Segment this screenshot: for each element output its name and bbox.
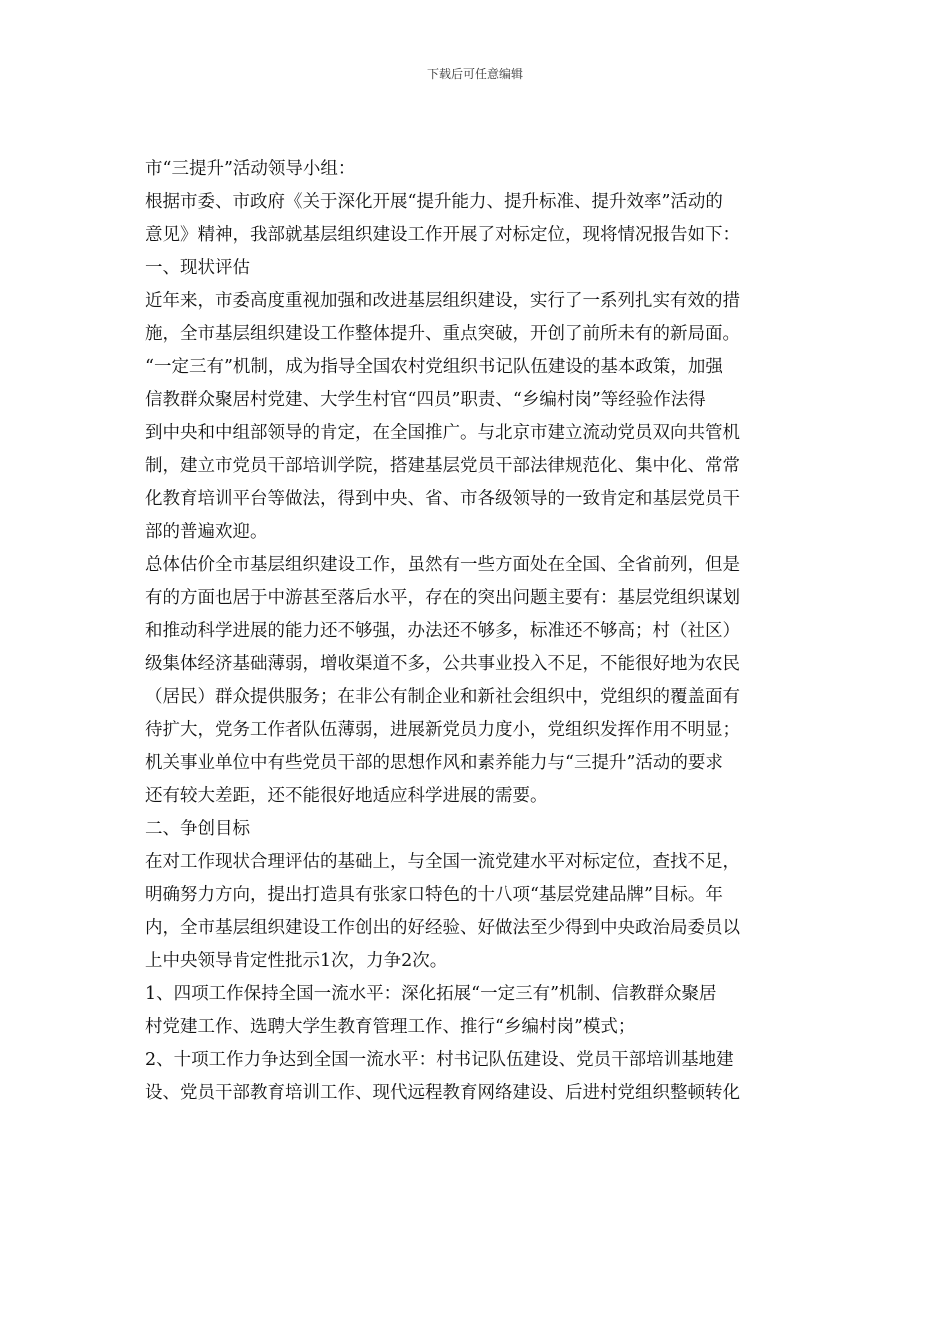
text-line: 待扩大，党务工作者队伍薄弱，进展新党员力度小，党组织发挥作用不明显； xyxy=(145,720,740,740)
text-line: 2、十项工作力争达到全国一流水平：村书记队伍建设、党员干部培训基地建 xyxy=(145,1050,734,1070)
text-line: 意见》精神，我部就基层组织建设工作开展了对标定位，现将情况报告如下： xyxy=(145,225,740,245)
text-line: 化教育培训平台等做法，得到中央、省、市各级领导的一致肯定和基层党员干 xyxy=(145,489,740,509)
text-line: （居民）群众提供服务；在非公有制企业和新社会组织中，党组织的覆盖面有 xyxy=(145,687,740,707)
page-header-note: 下载后可任意编辑 xyxy=(426,67,523,81)
text-line: 和推动科学进展的能力还不够强，办法还不够多，标准还不够高；村（社区） xyxy=(145,621,740,641)
text-line: 内，全市基层组织建设工作创出的好经验、好做法至少得到中央政治局委员以 xyxy=(145,918,740,938)
text-line: 施，全市基层组织建设工作整体提升、重点突破，开创了前所未有的新局面。 xyxy=(145,324,740,344)
text-line: 信教群众聚居村党建、大学生村官“四员”职责、“乡编村岗”等经验作法得 xyxy=(145,390,706,410)
text-line: 总体估价全市基层组织建设工作，虽然有一些方面处在全国、全省前列，但是 xyxy=(145,555,740,575)
text-line: 近年来，市委高度重视加强和改进基层组织建设，实行了一系列扎实有效的措 xyxy=(145,291,740,311)
text-line: 在对工作现状合理评估的基础上，与全国一流党建水平对标定位，查找不足， xyxy=(145,852,740,872)
text-line: 根据市委、市政府《关于深化开展“提升能力、提升标准、提升效率”活动的 xyxy=(145,192,723,212)
text-line: 有的方面也居于中游甚至落后水平，存在的突出问题主要有：基层党组织谋划 xyxy=(145,588,740,608)
text-line: 制，建立市党员干部培训学院，搭建基层党员干部法律规范化、集中化、常常 xyxy=(145,456,740,476)
text-line: 还有较大差距，还不能很好地适应科学进展的需要。 xyxy=(145,786,548,806)
text-line: 部的普遍欢迎。 xyxy=(145,522,268,542)
text-line: 设、党员干部教育培训工作、现代远程教育网络建设、后进村党组织整顿转化 xyxy=(145,1083,740,1103)
text-line: 村党建工作、选聘大学生教育管理工作、推行“乡编村岗”模式； xyxy=(145,1017,636,1037)
text-line: “一定三有”机制，成为指导全国农村党组织书记队伍建设的基本政策，加强 xyxy=(145,357,723,377)
text-line: 机关事业单位中有些党员干部的思想作风和素养能力与“三提升”活动的要求 xyxy=(145,753,723,773)
text-line: 明确努力方向，提出打造具有张家口特色的十八项“基层党建品牌”目标。年 xyxy=(145,885,723,905)
text-line: 级集体经济基础薄弱，增收渠道不多，公共事业投入不足，不能很好地为农民 xyxy=(145,654,740,674)
text-line: 到中央和中组部领导的肯定，在全国推广。与北京市建立流动党员双向共管机 xyxy=(145,423,740,443)
document-body xyxy=(145,153,807,1110)
section-heading: 一、现状评估 xyxy=(145,258,250,278)
text-line: 市“三提升”活动领导小组： xyxy=(145,159,356,179)
text-line: 上中央领导肯定性批示1次，力争2次。 xyxy=(145,951,448,971)
text-line: 1、四项工作保持全国一流水平：深化拓展“一定三有”机制、信教群众聚居 xyxy=(145,984,717,1004)
section-heading: 二、争创目标 xyxy=(145,819,250,839)
